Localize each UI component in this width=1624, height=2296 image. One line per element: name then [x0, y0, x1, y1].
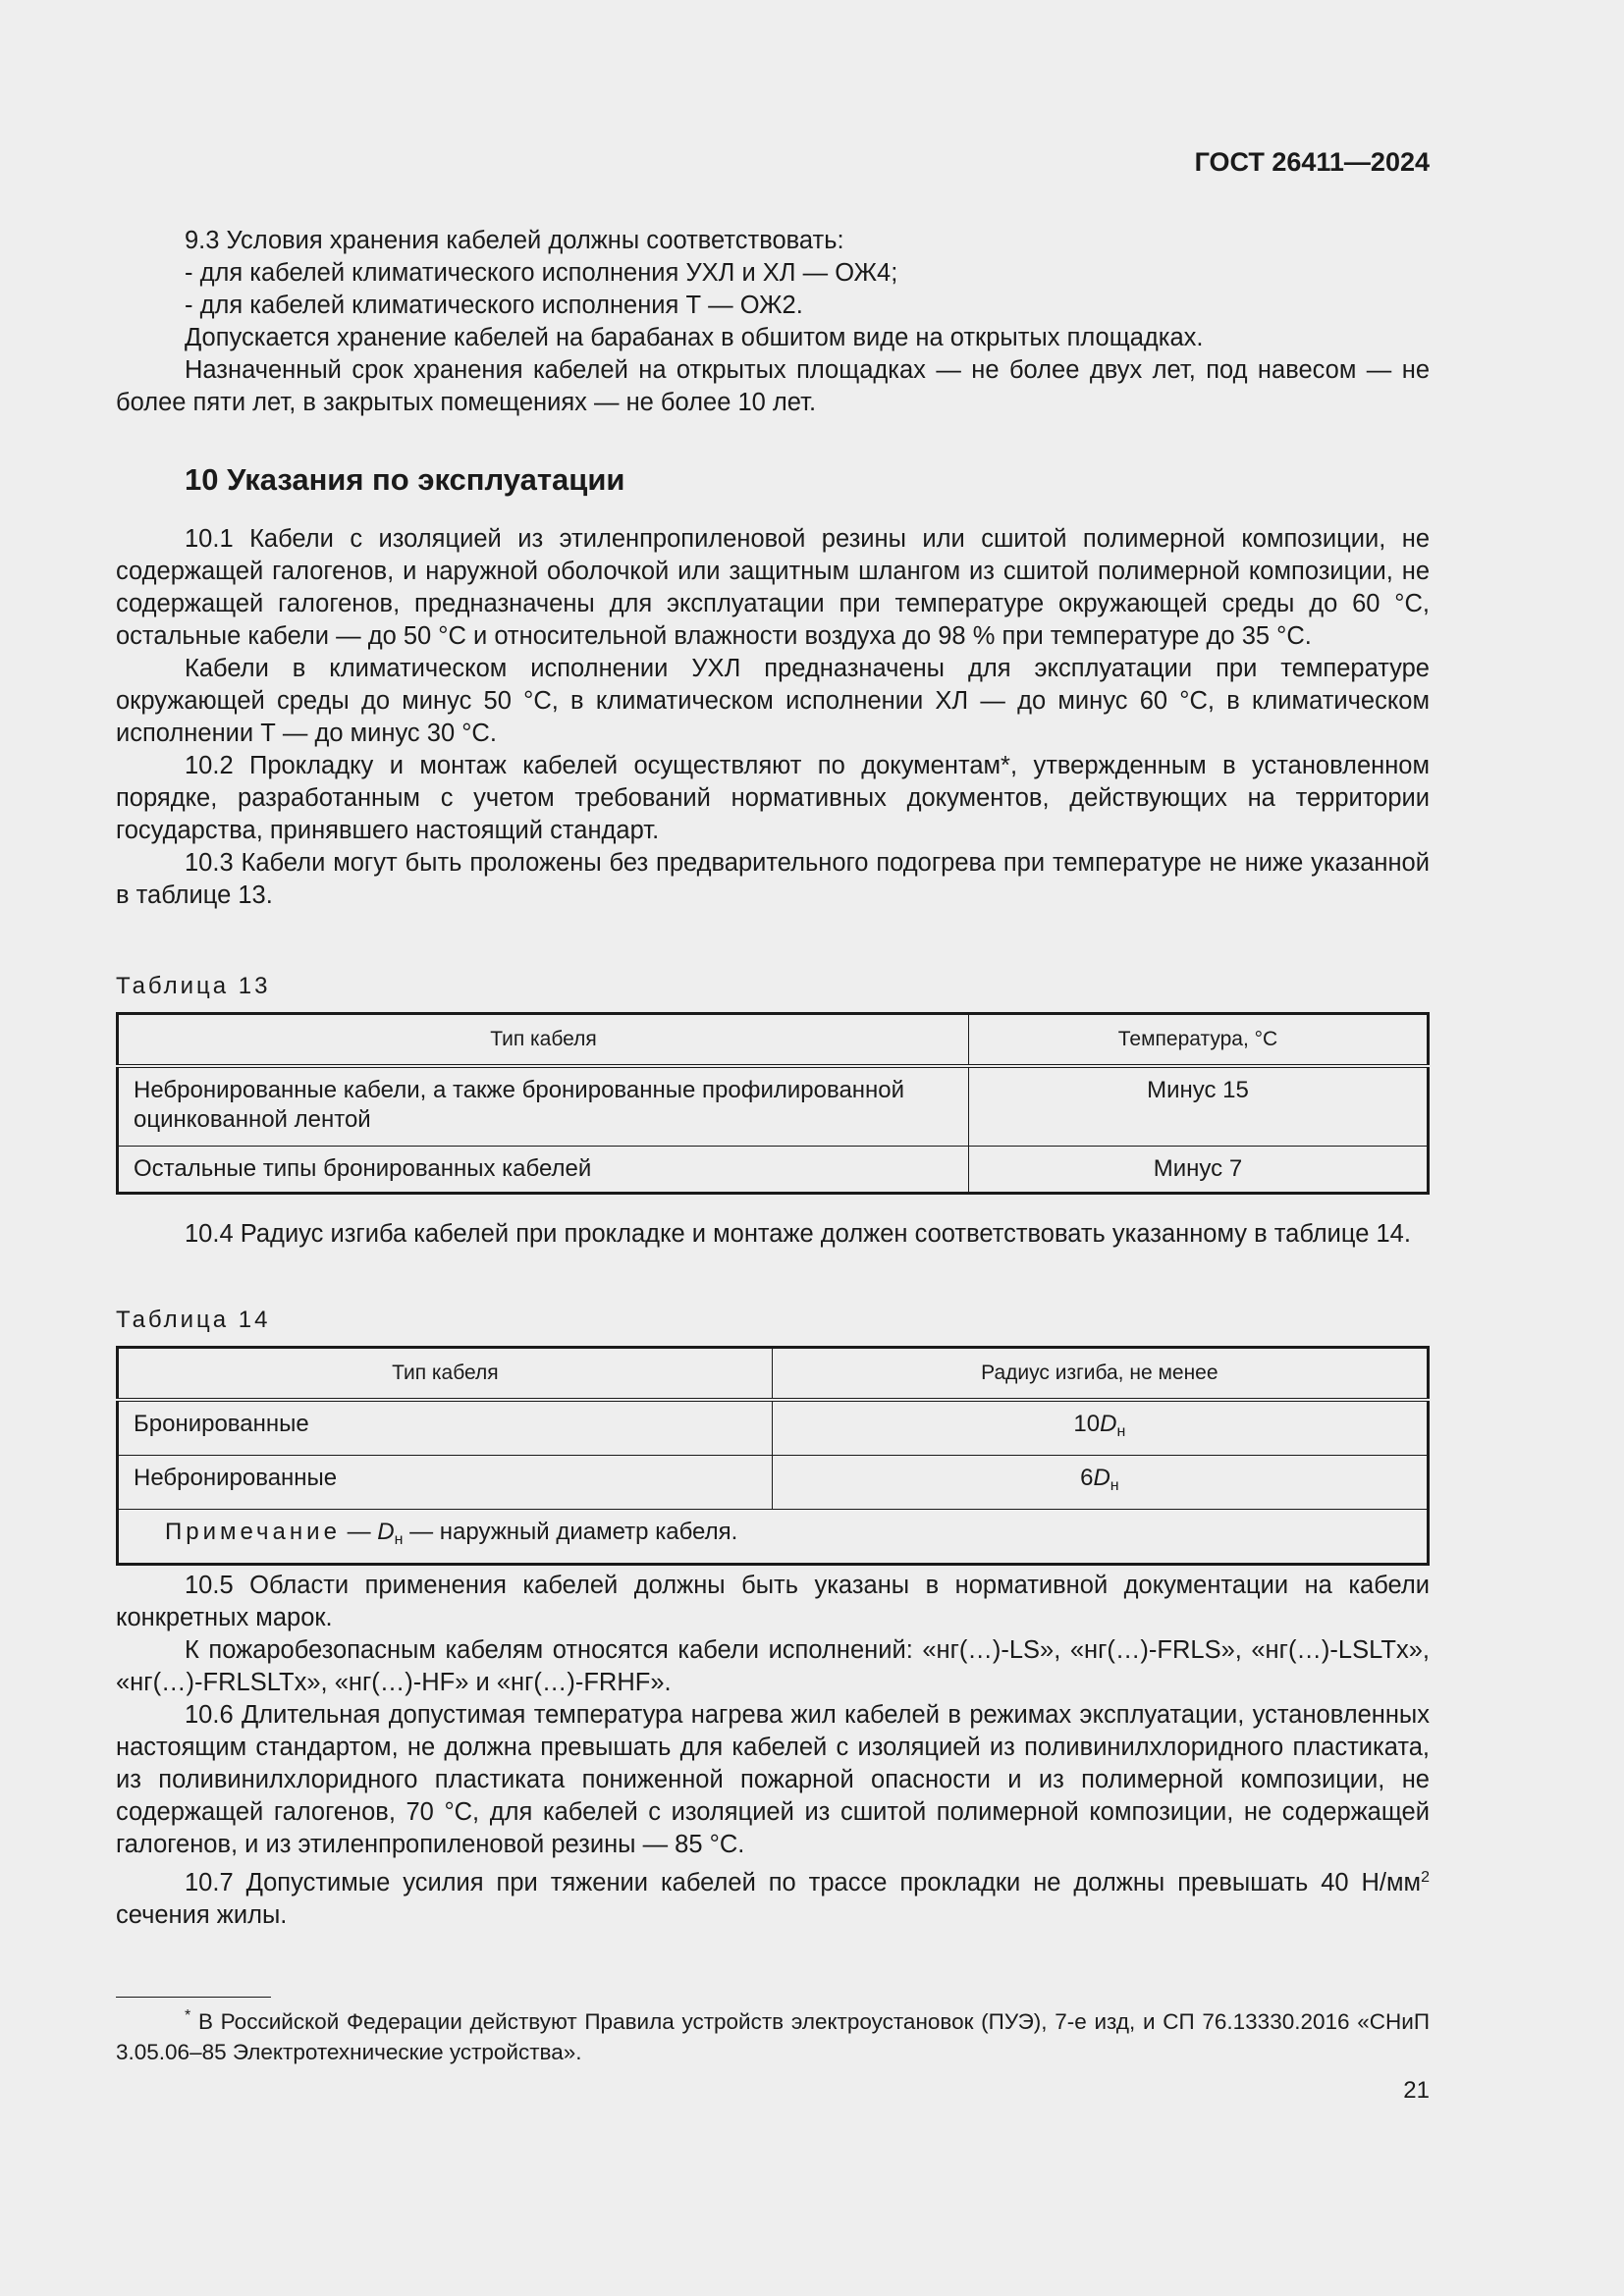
table-header-row: [118, 1348, 1429, 1401]
paragraph-10-2: 10.2 Прокладку и монтаж кабелей осуществляют по документам*, утвержденным в установленном порядке, разработанным с учетом требований нормативных документов, действующих на территории государства, принявшего настоящий стандарт.: [116, 752, 1430, 844]
note-variable: D: [377, 1519, 395, 1545]
table-14-caption: [116, 1307, 270, 1334]
section-title: 10 Указания по эксплуатации: [185, 462, 625, 497]
paragraph-text: 10.7 Допустимые усилия при тяжении кабелей по трассе прокладки не должны превышать 40 Н/мм: [185, 1869, 1422, 1896]
radius-subscript: н: [1116, 1423, 1126, 1440]
superscript: 2: [1421, 1869, 1430, 1886]
table-cell: [772, 1400, 1428, 1456]
table-row: [118, 1147, 1429, 1194]
caption-number: 13: [238, 973, 271, 999]
table-13: [116, 1012, 1430, 1195]
table-cell: Минус 7: [968, 1147, 1428, 1194]
paragraph-text: сечения жилы.: [116, 1901, 288, 1929]
paragraph: К пожаробезопасным кабелям относятся кабели исполнений: «нг(…)-LS», «нг(…)-FRLS», «нг(…)-LSLTx», «нг(…)-FRLSLTx», «нг(…)-HF» и «нг(…)-FRHF».: [116, 1636, 1430, 1696]
paragraph-9-3: 9.3 Условия хранения кабелей должны соответствовать:: [185, 227, 844, 254]
table-14: [116, 1346, 1430, 1566]
page-number: 21: [1403, 2077, 1430, 2104]
list-item: - для кабелей климатического исполнения УХЛ и ХЛ — ОЖ4;: [185, 259, 898, 287]
note-text: — наружный диаметр кабеля.: [403, 1519, 738, 1545]
footnote: [116, 2001, 1430, 2067]
section-10-continued: [116, 1570, 1430, 1932]
paragraph: Допускается хранение кабелей на барабанах в обшитом виде на открытых площадках.: [185, 324, 1204, 351]
table-note-row: [118, 1510, 1429, 1565]
list-item: - для кабелей климатического исполнения Т — ОЖ2.: [185, 292, 803, 319]
table-row: [118, 1456, 1429, 1510]
table-cell: Небронированные: [118, 1456, 773, 1510]
table-13-caption: [116, 973, 270, 1000]
paragraph-10-5: 10.5 Области применения кабелей должны быть указаны в нормативной документации на кабели конкретных марок.: [116, 1572, 1430, 1631]
caption-word: Таблица: [116, 973, 230, 999]
column-header: Температура, °С: [968, 1014, 1428, 1067]
paragraph-10-1: 10.1 Кабели с изоляцией из этиленпропиленовой резины или сшитой полимерной композиции, не содержащей галогенов, и наружной оболочкой или защитным шлангом из сшитой полимерной композиции, не содержащей галогенов, предназначены для эксплуатации при температуре окружающей среды до 60 °C, остальные кабели — до 50 °C и относительной влажности воздуха до 98 % при температуре до 35 °C.: [116, 525, 1430, 650]
paragraph-10-4: 10.4 Радиус изгиба кабелей при прокладке и монтаже должен соответствовать указанному в таблице 14.: [185, 1220, 1411, 1248]
caption-word: Таблица: [116, 1307, 230, 1333]
caption-number: 14: [238, 1307, 271, 1333]
table-row: [118, 1400, 1429, 1456]
paragraph-10-7: [116, 1861, 1430, 1932]
table-cell: Небронированные кабели, а также бронированные профилированной оцинкованной лентой: [118, 1066, 969, 1147]
paragraph: Назначенный срок хранения кабелей на открытых площадках — не более двух лет, под навесом — не более пяти лет, в закрытых помещениях — не более 10 лет.: [116, 356, 1430, 416]
document-id: ГОСТ 26411—2024: [1194, 147, 1430, 177]
section-10-body: [116, 523, 1430, 912]
radius-variable: D: [1093, 1465, 1110, 1491]
paragraph-10-6: 10.6 Длительная допустимая температура нагрева жил кабелей в режимах эксплуатации, установленных настоящим стандартом, не должна превышать для кабелей с изоляцией из поливинилхлоридного пластиката, из поливинилхлоридного пластиката пониженной пожарной опасности и из полимерной композиции, не содержащей галогенов, 70 °C, для кабелей с изоляцией из сшитой полимерной композиции, не содержащей галогенов, и из этиленпропиленовой резины — 85 °C.: [116, 1701, 1430, 1858]
paragraph-10-3: 10.3 Кабели могут быть проложены без предварительного подогрева при температуре не ниже указанной в таблице 13.: [116, 849, 1430, 909]
column-header: Тип кабеля: [118, 1348, 773, 1401]
note-subscript: н: [394, 1531, 404, 1548]
table-cell: [772, 1456, 1428, 1510]
footnote-mark: *: [185, 2007, 191, 2024]
paragraph: Кабели в климатическом исполнении УХЛ предназначены для эксплуатации при температуре окружающей среды до минус 50 °C, в климатическом исполнении ХЛ — до минус 60 °C, в климатическом исполнении Т — до минус 30 °C.: [116, 655, 1430, 747]
table-cell: Минус 15: [968, 1066, 1428, 1147]
note-dash: —: [340, 1519, 378, 1545]
table-cell: Бронированные: [118, 1400, 773, 1456]
radius-multiplier: 10: [1073, 1411, 1101, 1437]
footnote-divider: [116, 1997, 271, 1998]
section-9-3: [116, 225, 1430, 419]
column-header: Тип кабеля: [118, 1014, 969, 1067]
radius-multiplier: 6: [1080, 1465, 1094, 1491]
radius-variable: D: [1100, 1411, 1117, 1437]
footnote-text: В Российской Федерации действуют Правила устройств электроустановок (ПУЭ), 7-е изд, и СП 76.13330.2016 «СНиП 3.05.06–85 Электротехнические устройства».: [116, 2009, 1430, 2064]
column-header: Радиус изгиба, не менее: [772, 1348, 1428, 1401]
table-row: [118, 1066, 1429, 1147]
table-header-row: [118, 1014, 1429, 1067]
note-label: Примечание: [165, 1519, 341, 1545]
table-note: [118, 1510, 1429, 1565]
table-cell: Остальные типы бронированных кабелей: [118, 1147, 969, 1194]
radius-subscript: н: [1110, 1477, 1119, 1494]
